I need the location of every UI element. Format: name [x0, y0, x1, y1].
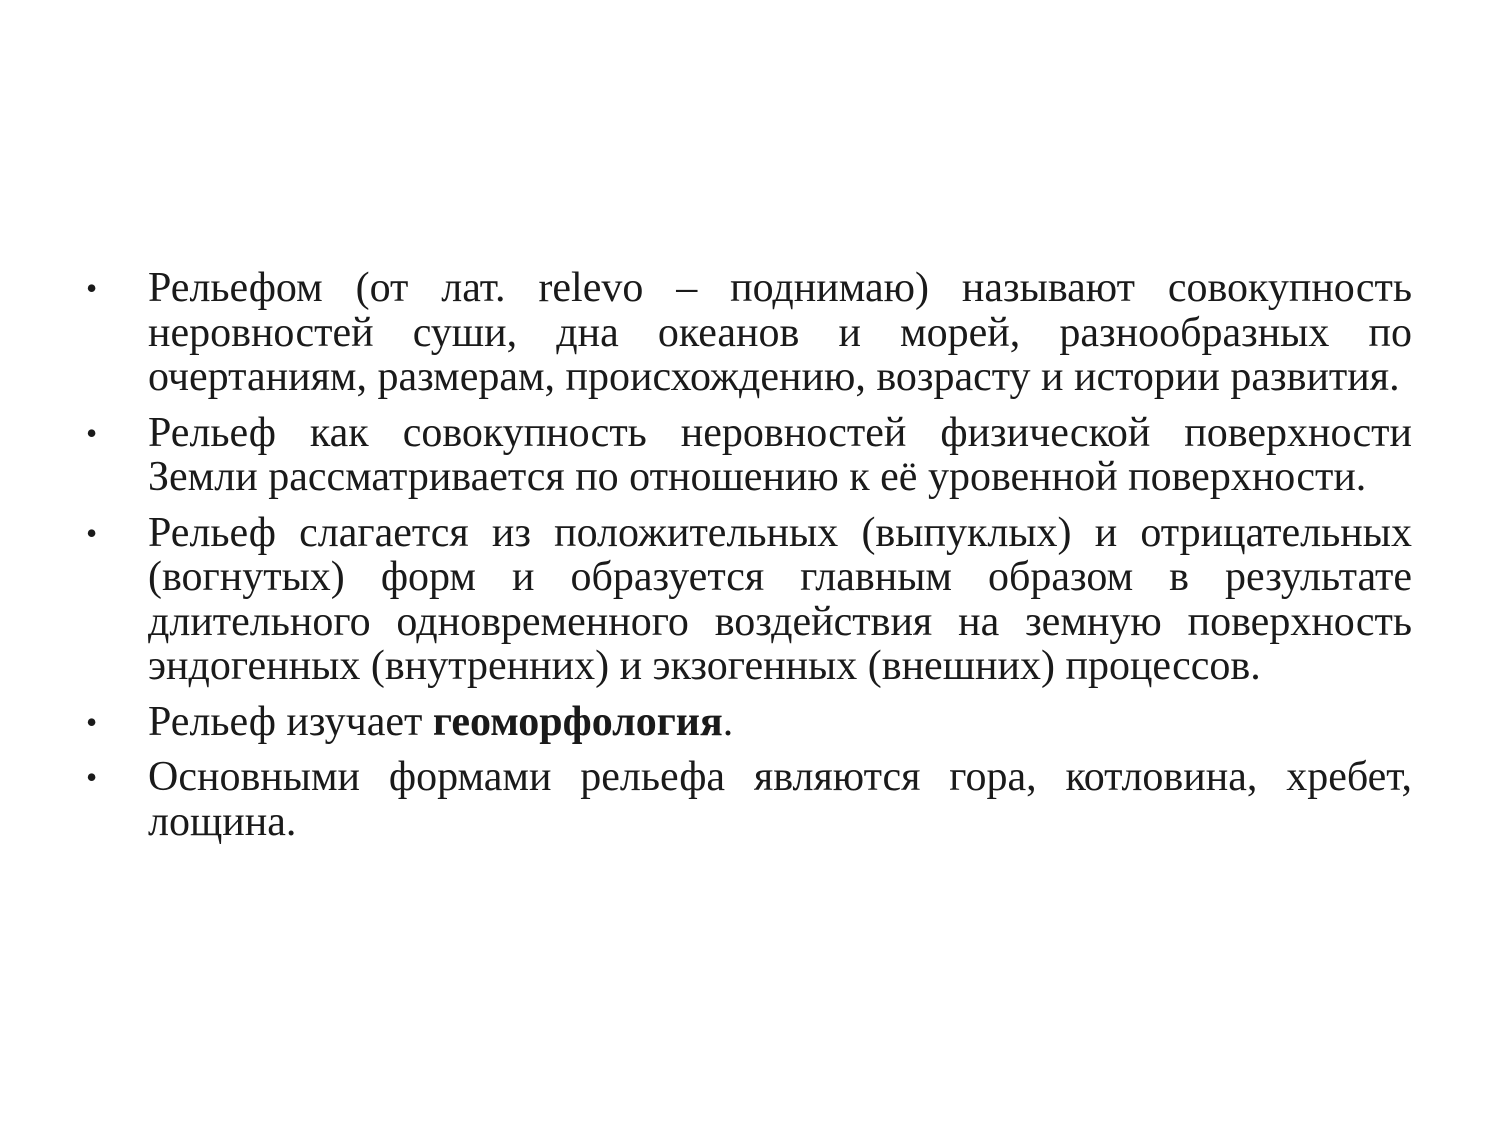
- bullet-text: Основными формами рельефа являются гора, котловина, хребет, лощина.: [148, 754, 1412, 845]
- slide-bullet-list: [82, 266, 1412, 855]
- bullet-item-relief-forms-processes: [82, 511, 1412, 689]
- bullet-icon: •: [86, 414, 98, 451]
- bullet-item-relief-level-surface: [82, 411, 1412, 500]
- bullet-text-suffix: .: [722, 698, 734, 745]
- bullet-item-geomorphology: [82, 700, 1412, 745]
- bullet-icon: •: [86, 270, 98, 306]
- bullet-text: Рельеф слагается из положительных (выпуклых) и отрицательных (вогнутых) форм и образуется главным образом в результате длительного одновременного воздействия на земную поверхность эндогенных (внутренних) и экзогенных (внешних) процессов.: [148, 509, 1412, 689]
- bullet-text: Рельеф как совокупность неровностей физической поверхности Земли рассматривается по отношению к её уровенной поверхности.: [148, 409, 1412, 500]
- bullet-item-relief-definition: [82, 266, 1412, 400]
- bullet-item-main-forms: [82, 755, 1412, 844]
- bullet-text: Рельефом (от лат. relevo – поднимаю) называют совокупность неровностей суши, дна океанов и морей, разнообразных по очертаниям, размерам, происхождению, возрасту и истории развития.: [148, 265, 1412, 400]
- bullet-icon: •: [86, 514, 98, 551]
- bullet-icon: •: [86, 759, 98, 795]
- bullet-text-bold-term: геоморфология: [432, 698, 723, 745]
- bullet-text-prefix: Рельеф изучает: [148, 698, 433, 745]
- bullet-icon: •: [86, 703, 98, 740]
